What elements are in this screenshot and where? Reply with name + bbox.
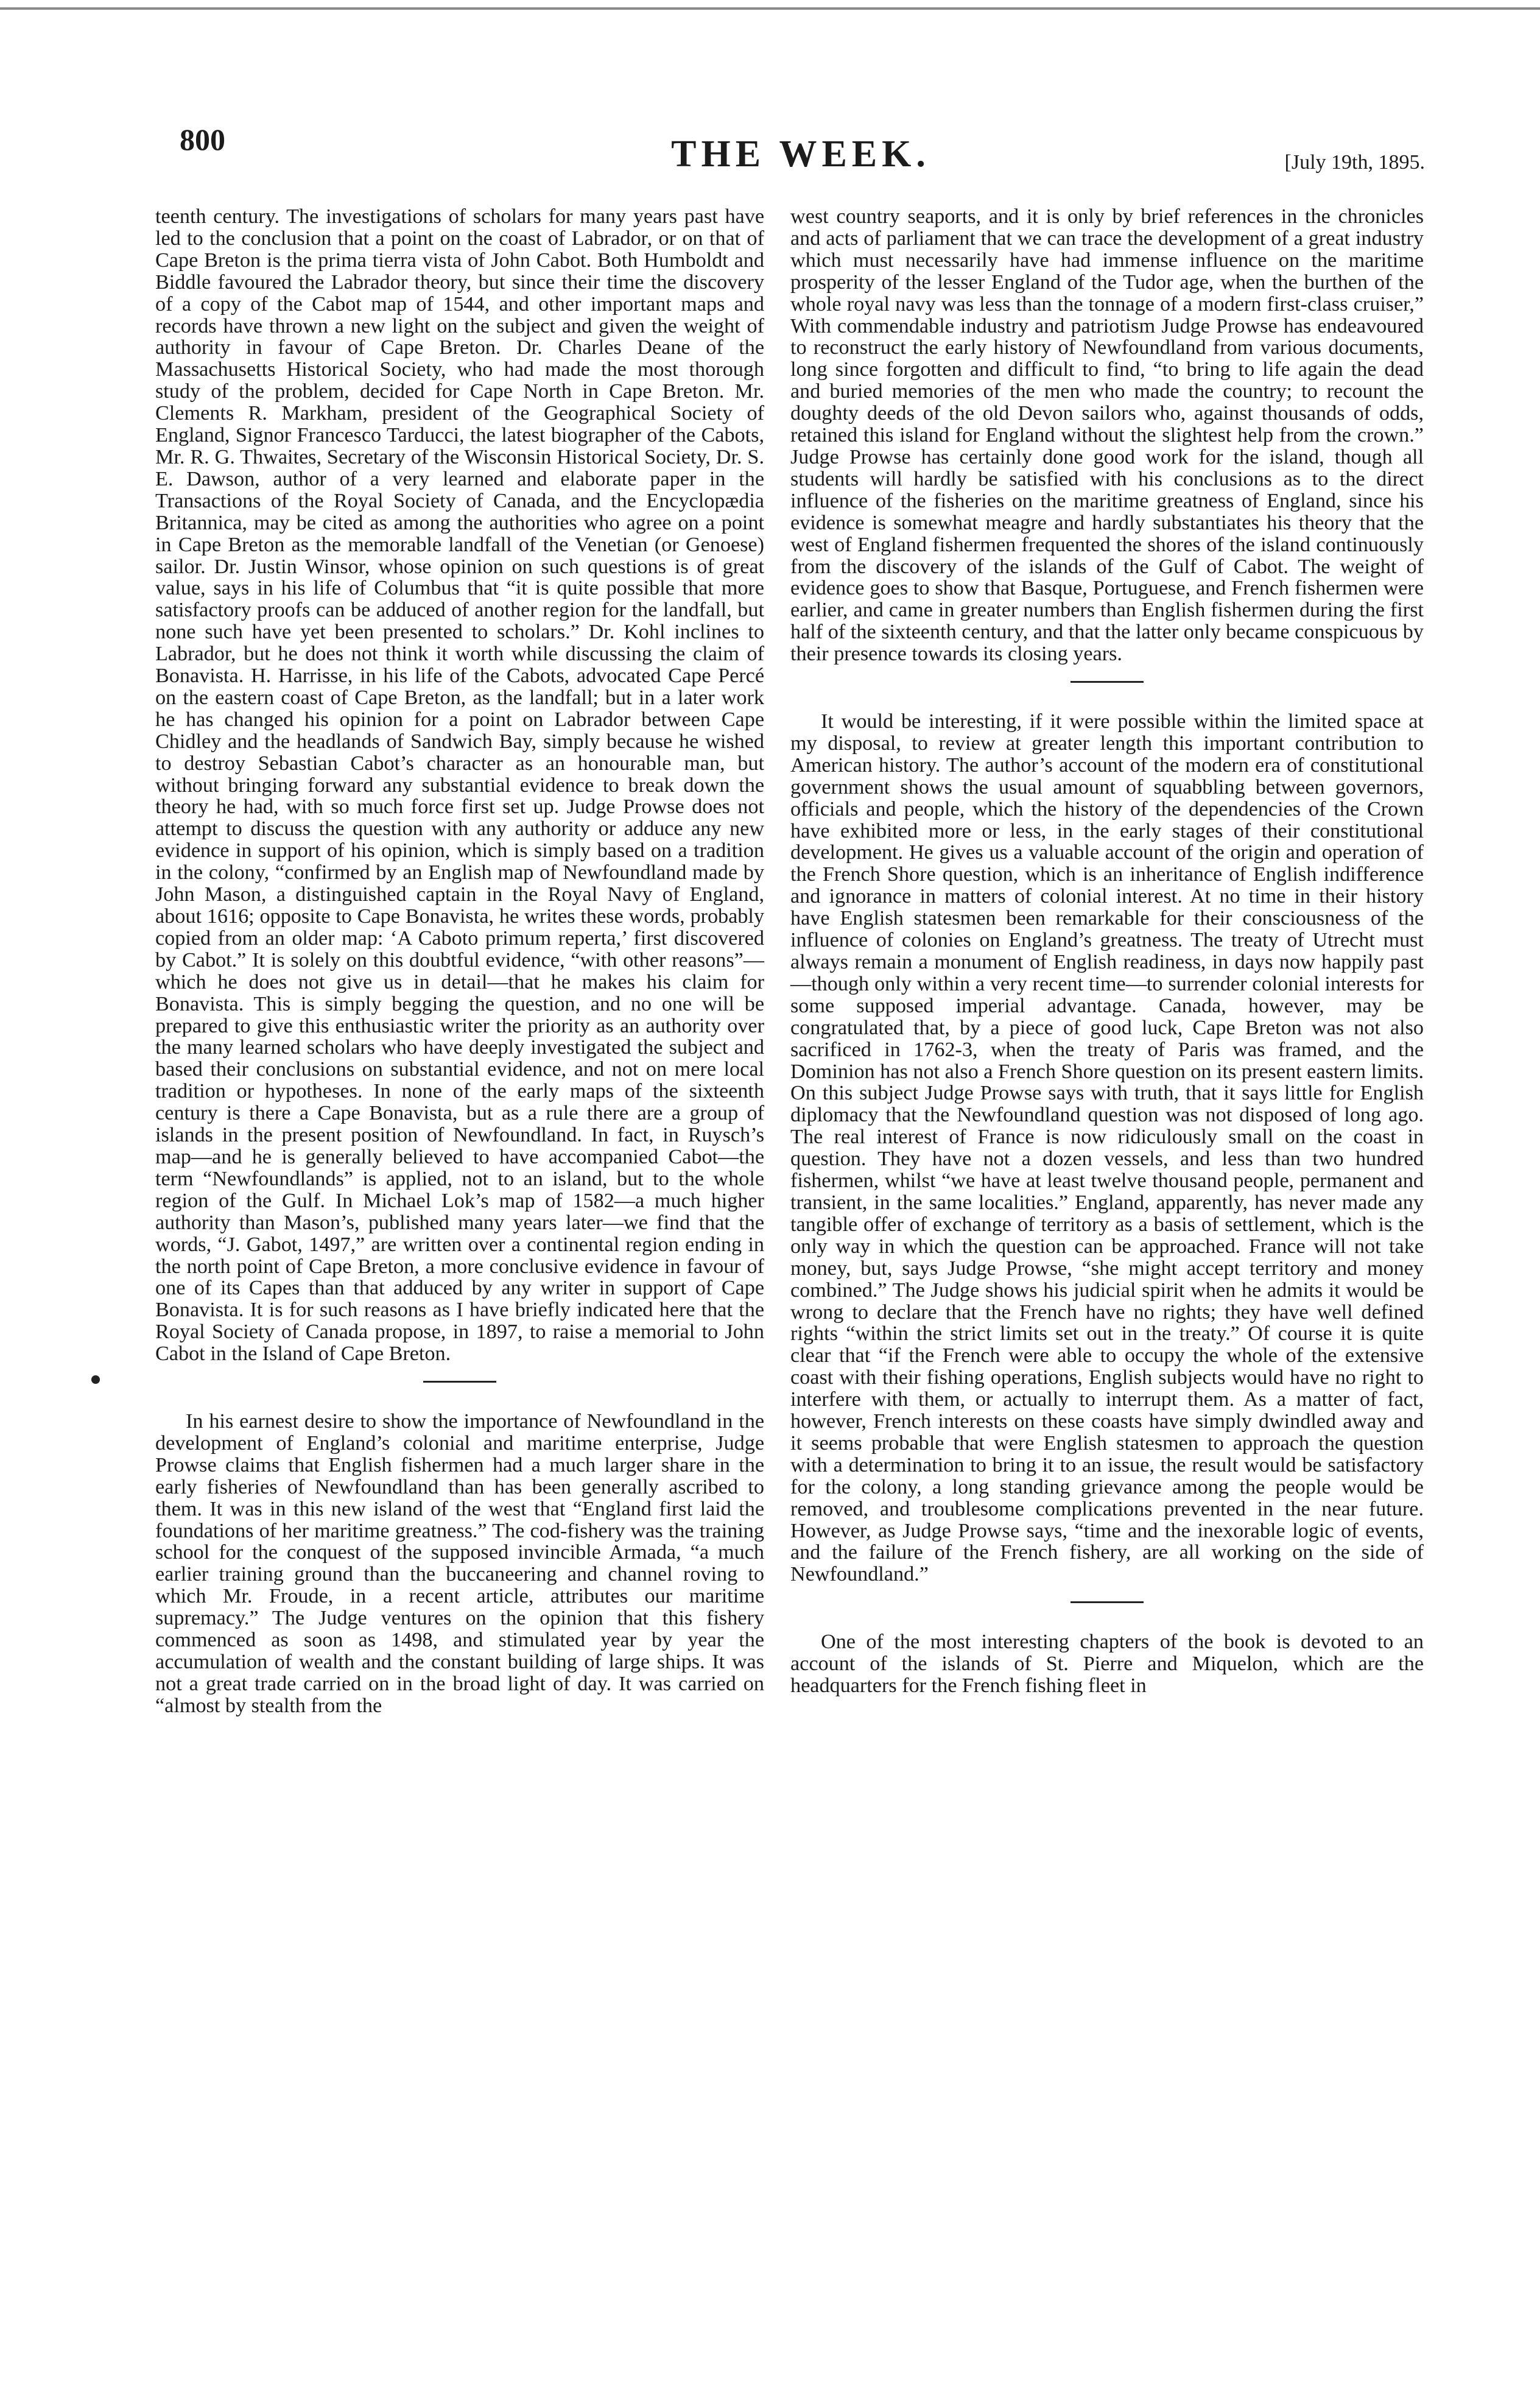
page-number: 800 bbox=[180, 122, 225, 157]
journal-title: THE WEEK. bbox=[671, 133, 930, 175]
top-rule bbox=[0, 7, 1540, 10]
article-paragraph: In his earnest desire to show the importance of Newfoundland in the development of England’s colonial and maritime enterprise, Judge Prowse claims that English fishermen had a much larger share in the early fisheries of Newfoundland than has been generally ascribed to them. It was in this new island of the west that “England first laid the foundations of her maritime greatness.” The cod-fishery was the training school for the conquest of the supposed invincible Armada, “a much earlier training ground than the buccaneering and channel roving to which Mr. Froude, in a recent article, attributes our maritime supremacy.” The Judge ventures on the opinion that this fishery commenced as soon as 1498, and stimulated year by year the accumulation of wealth and the constant building of large ships. It was not a great trade carried on in the broad light of day. It was carried on “almost by stealth from the bbox=[155, 1410, 764, 1717]
article-paragraph: One of the most interesting chapters of the book is devoted to an account of the islands of St. Pierre and Miquelon, which are the headquarters for the French fishing fleet in bbox=[790, 1631, 1424, 1698]
section-separator bbox=[1071, 681, 1144, 683]
section-separator bbox=[1071, 1601, 1144, 1603]
article-paragraph: west country seaports, and it is only by brief references in the chronicles and acts of parliament that we can trace the development of a great industry which must necessarily have had immense influence on the maritime prosperity of the lesser England of the Tudor age, when the burthen of the whole royal navy was less than the tonnage of a modern first-class cruiser,” With commendable industry and patriotism Judge Prowse has endeavoured to reconstruct the early history of Newfoundland from various documents, long since forgotten and difficult to find, “to bring to life again the dead and buried memories of the men who made the country; to recount the doughty deeds of the old Devon sailors who, against thousands of odds, retained this island for England without the slightest help from the crown.” Judge Prowse has certainly done good work for the island, though all students will hardly be satisfied with his conclusions as to the direct influence of the fisheries on the maritime greatness of England, since his evidence is somewhat meagre and hardly substantiates his theory that the west of England fishermen frequented the shores of the island continuously from the discovery of the islands of the Gulf of Cabot. The weight of evidence goes to show that Basque, Portuguese, and French fishermen were earlier, and came in greater numbers than English fishermen during the first half of the sixteenth century, and that the latter only became conspicuous by their presence towards its closing years. bbox=[790, 205, 1424, 666]
article-paragraph: teenth century. The investigations of scholars for many years past have led to the conclusion that a point on the coast of Labrador, or on that of Cape Breton is the prima tierra vista of John Cabot. Both Humboldt and Biddle favoured the Labrador theory, but since their time the discovery of a copy of the Cabot map of 1544, and other important maps and records have thrown a new light on the subject and given the weight of authority in favour of Cape Breton. Dr. Charles Deane of the Massachusetts Historical Society, who had made the most thorough study of the problem, decided for Cape North in Cape Breton. Mr. Clements R. Markham, president of the Geographical Society of England, Signor Francesco Tarducci, the latest biographer of the Cabots, Mr. R. G. Thwaites, Secretary of the Wisconsin Historical Society, Dr. S. E. Dawson, author of a very learned and elaborate paper in the Transactions of the Royal Society of Canada, and the Encyclopædia Britannica, may be cited as among the authorities who agree on a point in Cape Breton as the memorable landfall of the Venetian (or Genoese) sailor. Dr. Justin Winsor, whose opinion on such questions is of great value, says in his life of Columbus that “it is quite possible that more satisfactory proofs can be adduced of another region for the landfall, but none such have yet been presented to scholars.” Dr. Kohl inclines to Labrador, but he does not think it worth while discussing the claim of Bonavista. H. Harrisse, in his life of the Cabots, advocated Cape Percé on the eastern coast of Cape Breton, as the landfall; but in a later work he has changed his opinion for a point on Labrador between Cape Chidley and the headlands of Sandwich Bay, simply because he wished to destroy Sebastian Cabot’s character as an honourable man, but without bringing forward any substantial evidence to break down the theory he had, with so much force first set up. Judge Prowse does not attempt to discuss the question with any authority or adduce any new evidence in support of his opinion, which is simply based on a tradition in the colony, “confirmed by an English map of Newfoundland made by John Mason, a distinguished captain in the Royal Navy of England, about 1616; opposite to Cape Bonavista, he writes these words, probably copied from an older map: ‘A Caboto primum reperta,’ first discovered by Cabot.” It is solely on this doubtful evidence, “with other reasons”—which he does not give us in detail—that he makes his claim for Bonavista. This is simply begging the question, and no one will be prepared to give this enthusiastic writer the priority as an authority over the many learned scholars who have deeply investigated the subject and based their conclusions on substantial evidence, and not on mere local tradition or hypotheses. In none of the early maps of the sixteenth century is there a Cape Bonavista, but as a rule there are a group of islands in the present position of Newfoundland. In fact, in Ruysch’s map—and he is generally believed to have accompanied Cabot—the term “Newfoundlands” is applied, not to an island, but to the whole region of the Gulf. In Michael Lok’s map of 1582—a much higher authority than Mason’s, published many years later—we find that the words, “J. Gabot, 1497,” are written over a continental region ending in the north point of Cape Breton, a more conclusive evidence in favour of one of its Capes than that adduced by any writer in support of Cape Bonavista. It is for such reasons as I have briefly indicated here that the Royal Society of Canada propose, in 1897, to raise a memorial to John Cabot in the Island of Cape Breton. bbox=[155, 205, 764, 1366]
issue-date: [July 19th, 1895. bbox=[1284, 151, 1425, 174]
article-paragraph: It would be interesting, if it were possible within the limited space at my disposal, to review at greater length this important contribution to American history. The author’s account of the modern era of constitutional government shows the usual amount of squabbling between governors, officials and people, which the history of the dependencies of the Crown have exhibited more or less, in the early stages of their constitutional development. He gives us a valuable account of the origin and operation of the French Shore question, which is an inheritance of English indifference and ignorance in matters of colonial interest. At no time in their history have English statesmen been remarkable for their consciousness of the influence of colonies on England’s greatness. The treaty of Utrecht must always remain a monument of English readiness, in days now happily past—though only within a very recent time—to surrender colonial interests for some supposed imperial advantage. Canada, however, may be congratulated that, by a piece of good luck, Cape Breton was not also sacrificed in 1762-3, when the treaty of Paris was framed, and the Dominion has not also a French Shore question on its present eastern limits. On this subject Judge Prowse says with truth, that it says little for English diplomacy that the Newfoundland question was not disposed of long ago. The real interest of France is now ridiculously small on the coast in question. They have not a dozen vessels, and less than two hundred fishermen, whilst “we have at least twelve thousand people, permanent and transient, in the same localities.” England, apparently, has never made any tangible offer of exchange of territory as a basis of settlement, which is the only way in which the question can be approached. France will not take money, but, says Judge Prowse, “she might accept territory and money combined.” The Judge shows his judicial spirit when he admits it would be wrong to declare that the French have no rights; they have well defined rights “within the strict limits set out in the treaty.” Of course it is quite clear that “if the French were able to occupy the whole of the extensive coast with their fishing operations, English subjects would have no right to interfere with them, or actually to interrupt them. As a matter of fact, however, French interests on these coasts have simply dwindled away and it seems probable that were English statesmen to approach the question with a determination to bring it to an issue, the result would be satisfactory for the colony, a long standing grievance among the people would be removed, and troublesome complications prevented in the near future. However, as Judge Prowse says, “time and the inexorable logic of events, and the failure of the French fishery, are all working on the side of Newfoundland.” bbox=[790, 710, 1424, 1586]
margin-mark bbox=[91, 1375, 100, 1384]
page-header bbox=[177, 122, 1425, 195]
left-column bbox=[155, 206, 764, 1717]
right-column bbox=[790, 206, 1424, 1697]
section-separator bbox=[423, 1381, 496, 1383]
